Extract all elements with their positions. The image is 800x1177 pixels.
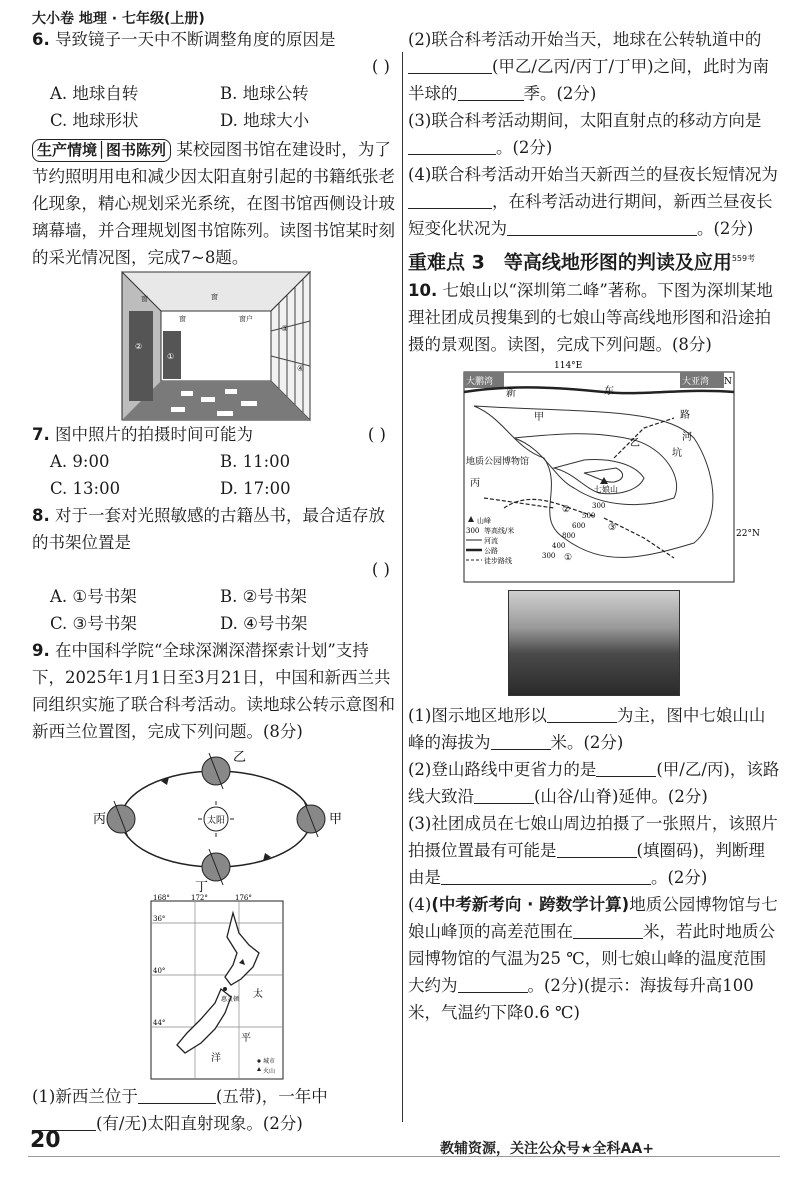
q9-sub2: (2)联合科考活动开始当天，地球在公转轨道中的(甲乙/乙丙/丙丁/丁甲)之间，此时为南半球的 季。(2分) <box>408 30 770 103</box>
map-label: 太 <box>253 989 263 1000</box>
option[interactable]: D. 17:00 <box>220 479 291 498</box>
option[interactable]: C. 13:00 <box>50 479 121 498</box>
legend-label: 火山 <box>263 1068 276 1075</box>
column-divider <box>402 52 403 1122</box>
map-label: 22°N <box>736 529 760 540</box>
map-label: 河 <box>682 432 692 444</box>
legend-label: 公路 <box>484 547 498 556</box>
fig-label: 窗户 <box>239 315 253 323</box>
map-label: 甲 <box>534 412 544 424</box>
q9-sub3: (3)联合科考活动期间，太阳直射点的移动方向是。(2分) <box>408 111 762 157</box>
map-label: N <box>724 377 732 388</box>
map-label: 大鹏湾 <box>466 377 494 388</box>
map-label: 114°E <box>554 361 583 372</box>
fig-label: 窗 <box>141 295 148 303</box>
map-label: 乙 <box>630 438 640 450</box>
option[interactable]: A. ①号书架 <box>50 587 137 606</box>
contour-label: ① <box>564 553 573 564</box>
q8-stem: 8. 对于一套对光照敏感的古籍丛书，最合适存放的书架位置是 <box>32 506 385 552</box>
legend-label: 河流 <box>484 537 498 546</box>
q10-sub4: (4)(中考新考向 · 跨数学计算)地质公园博物馆与七娘山峰顶的高差范围在 米，若此时地质公园博物馆的气温为25 ℃，则七娘山峰的温度范围大约为 。(2分)(提示：海拔每升高100米，气温约下降0.6 ℃) <box>408 895 778 1023</box>
section-title: 重难点 3 等高线地形图的判读及应用$^{559考}$ <box>408 251 756 274</box>
contour-label: 300 <box>542 552 556 561</box>
map-label: 新 <box>506 388 516 400</box>
q10-sub1: (1)图示地区地形以 为主，图中七娘山山峰的海拔为 米。(2分) <box>408 706 766 753</box>
left-column <box>32 26 400 1137</box>
q7-stem: 7. 图中照片的拍摄时间可能为 ( ) <box>32 425 386 444</box>
contour-label: 500 <box>582 512 596 521</box>
map-label: 平 <box>241 1033 251 1044</box>
orbit-label: 乙 <box>233 750 247 765</box>
orbit-label: 丁 <box>195 880 209 895</box>
contour-label: 300 <box>592 502 606 511</box>
new-zealand-map <box>141 893 291 1083</box>
fig-label: ③ <box>281 324 289 333</box>
fig-label: ② <box>135 342 143 351</box>
orbit-label: 丙 <box>93 812 107 827</box>
library-intro: 生产情境│图书陈列 某校园图书馆在建设时，为了节约照明用电和减少因太阳直射引起的书籍纸张老化现象，精心规划采光系统，在图书馆西侧设计玻璃幕墙，并合理规划图书馆陈列。读图书馆某时刻的采光情况图，完成7~8题。 <box>32 140 395 267</box>
option[interactable]: C. ③号书架 <box>50 614 137 633</box>
option[interactable]: B. ②号书架 <box>220 587 307 606</box>
map-label: 洋 <box>211 1053 221 1064</box>
map-label: 惠灵顿 <box>221 996 240 1003</box>
option[interactable]: D. ④号书架 <box>220 614 308 633</box>
fig-label: ④ <box>297 364 305 373</box>
map-label: 172° <box>191 894 208 902</box>
orbit-label: 甲 <box>329 812 343 827</box>
option[interactable]: B. 11:00 <box>220 452 291 471</box>
q9-sub4: (4)联合科考活动开始当天新西兰的昼夜长短情况为，在科考活动进行期间，新西兰昼夜长短变化状况为 。(2分) <box>408 165 778 238</box>
q10-sub2: (2)登山路线中更省力的是 (甲/乙/丙)，该路线大致沿 (山谷/山脊)延伸。(2分) <box>408 760 780 807</box>
contour-label: 400 <box>552 542 566 551</box>
library-figure <box>121 271 311 421</box>
option[interactable]: C. 地球形状 <box>50 111 139 130</box>
map-label: 176° <box>235 894 252 902</box>
option[interactable]: A. 地球自转 <box>50 84 139 103</box>
q6-paren: ( ) <box>371 57 390 76</box>
option[interactable]: B. 地球公转 <box>220 84 309 103</box>
contour-label: ③ <box>608 523 617 534</box>
option[interactable]: D. 地球大小 <box>220 111 310 130</box>
map-label: 44° <box>153 1019 166 1027</box>
map-label: 路 <box>680 410 690 422</box>
q6-stem: 6. 导致镜子一天中不断调整角度的原因是 <box>32 30 336 49</box>
map-label: 168° <box>153 894 170 902</box>
qiniangshan-contour-map <box>444 358 760 586</box>
map-label: 坑 <box>672 448 682 460</box>
fig-label: 窗 <box>179 315 186 323</box>
contour-label: 600 <box>572 522 586 531</box>
legend-label: 300 <box>466 527 480 536</box>
option[interactable]: A. 9:00 <box>50 452 110 471</box>
map-label: 大亚湾 <box>682 377 710 388</box>
fig-label: ① <box>167 352 175 361</box>
legend-label: 等高线/米 <box>484 527 515 536</box>
legend-label: 城市 <box>263 1058 276 1065</box>
q9-stem: 9. 在中国科学院“全球深渊深潜探索计划”支持下，2025年1月1日至3月21日，中国和新西兰共同组织实施了联合科考活动。读地球公转示意图和新西兰位置图，完成下列问题。(8分) <box>32 641 395 741</box>
contour-label: ② <box>562 505 571 516</box>
q6-options <box>32 80 400 134</box>
landscape-photo <box>508 590 680 696</box>
orbit-figure <box>91 745 341 893</box>
q9-sub1: (1)新西兰位于 (五带)，一年中 (有/无)太阳直射现象。(2分) <box>32 1087 328 1133</box>
header-title: 大小卷 地理 · 七年级(上册) <box>32 11 205 27</box>
q7-options <box>32 448 400 502</box>
page-number: 20 <box>30 1128 61 1153</box>
legend-label: 山峰 <box>477 517 491 526</box>
fig-label: 窗 <box>211 293 218 301</box>
legend-label: 徒步路线 <box>484 557 512 566</box>
q8-paren: ( ) <box>371 560 390 579</box>
sun-label: 太阳 <box>207 816 226 826</box>
map-label: 36° <box>153 915 166 923</box>
map-label: 东 <box>604 386 614 398</box>
context-tag: 生产情境│图书陈列 <box>32 139 171 162</box>
map-label: 40° <box>153 967 166 975</box>
q10-stem: 10. 七娘山以“深圳第二峰”著称。下图为深圳某地理社团成员搜集到的七娘山等高线地形图和沿途拍摄的景观图。读图，完成下列问题。(8分) <box>408 281 773 355</box>
footer-text: 教辅资源，关注公众号★全科AA+ <box>440 1141 654 1157</box>
right-column <box>408 26 780 1026</box>
map-label: 地质公园博物馆 <box>466 457 530 468</box>
q10-sub3: (3)社团成员在七娘山周边拍摄了一张照片，该照片拍摄位置最有可能是 (填圈码)，判断理由是 。(2分) <box>408 814 778 888</box>
map-label: 七娘山 <box>594 485 618 495</box>
map-label: 丙 <box>470 478 480 490</box>
footer-rule <box>28 1156 780 1157</box>
q8-options <box>32 583 400 637</box>
contour-label: 800 <box>562 532 576 541</box>
